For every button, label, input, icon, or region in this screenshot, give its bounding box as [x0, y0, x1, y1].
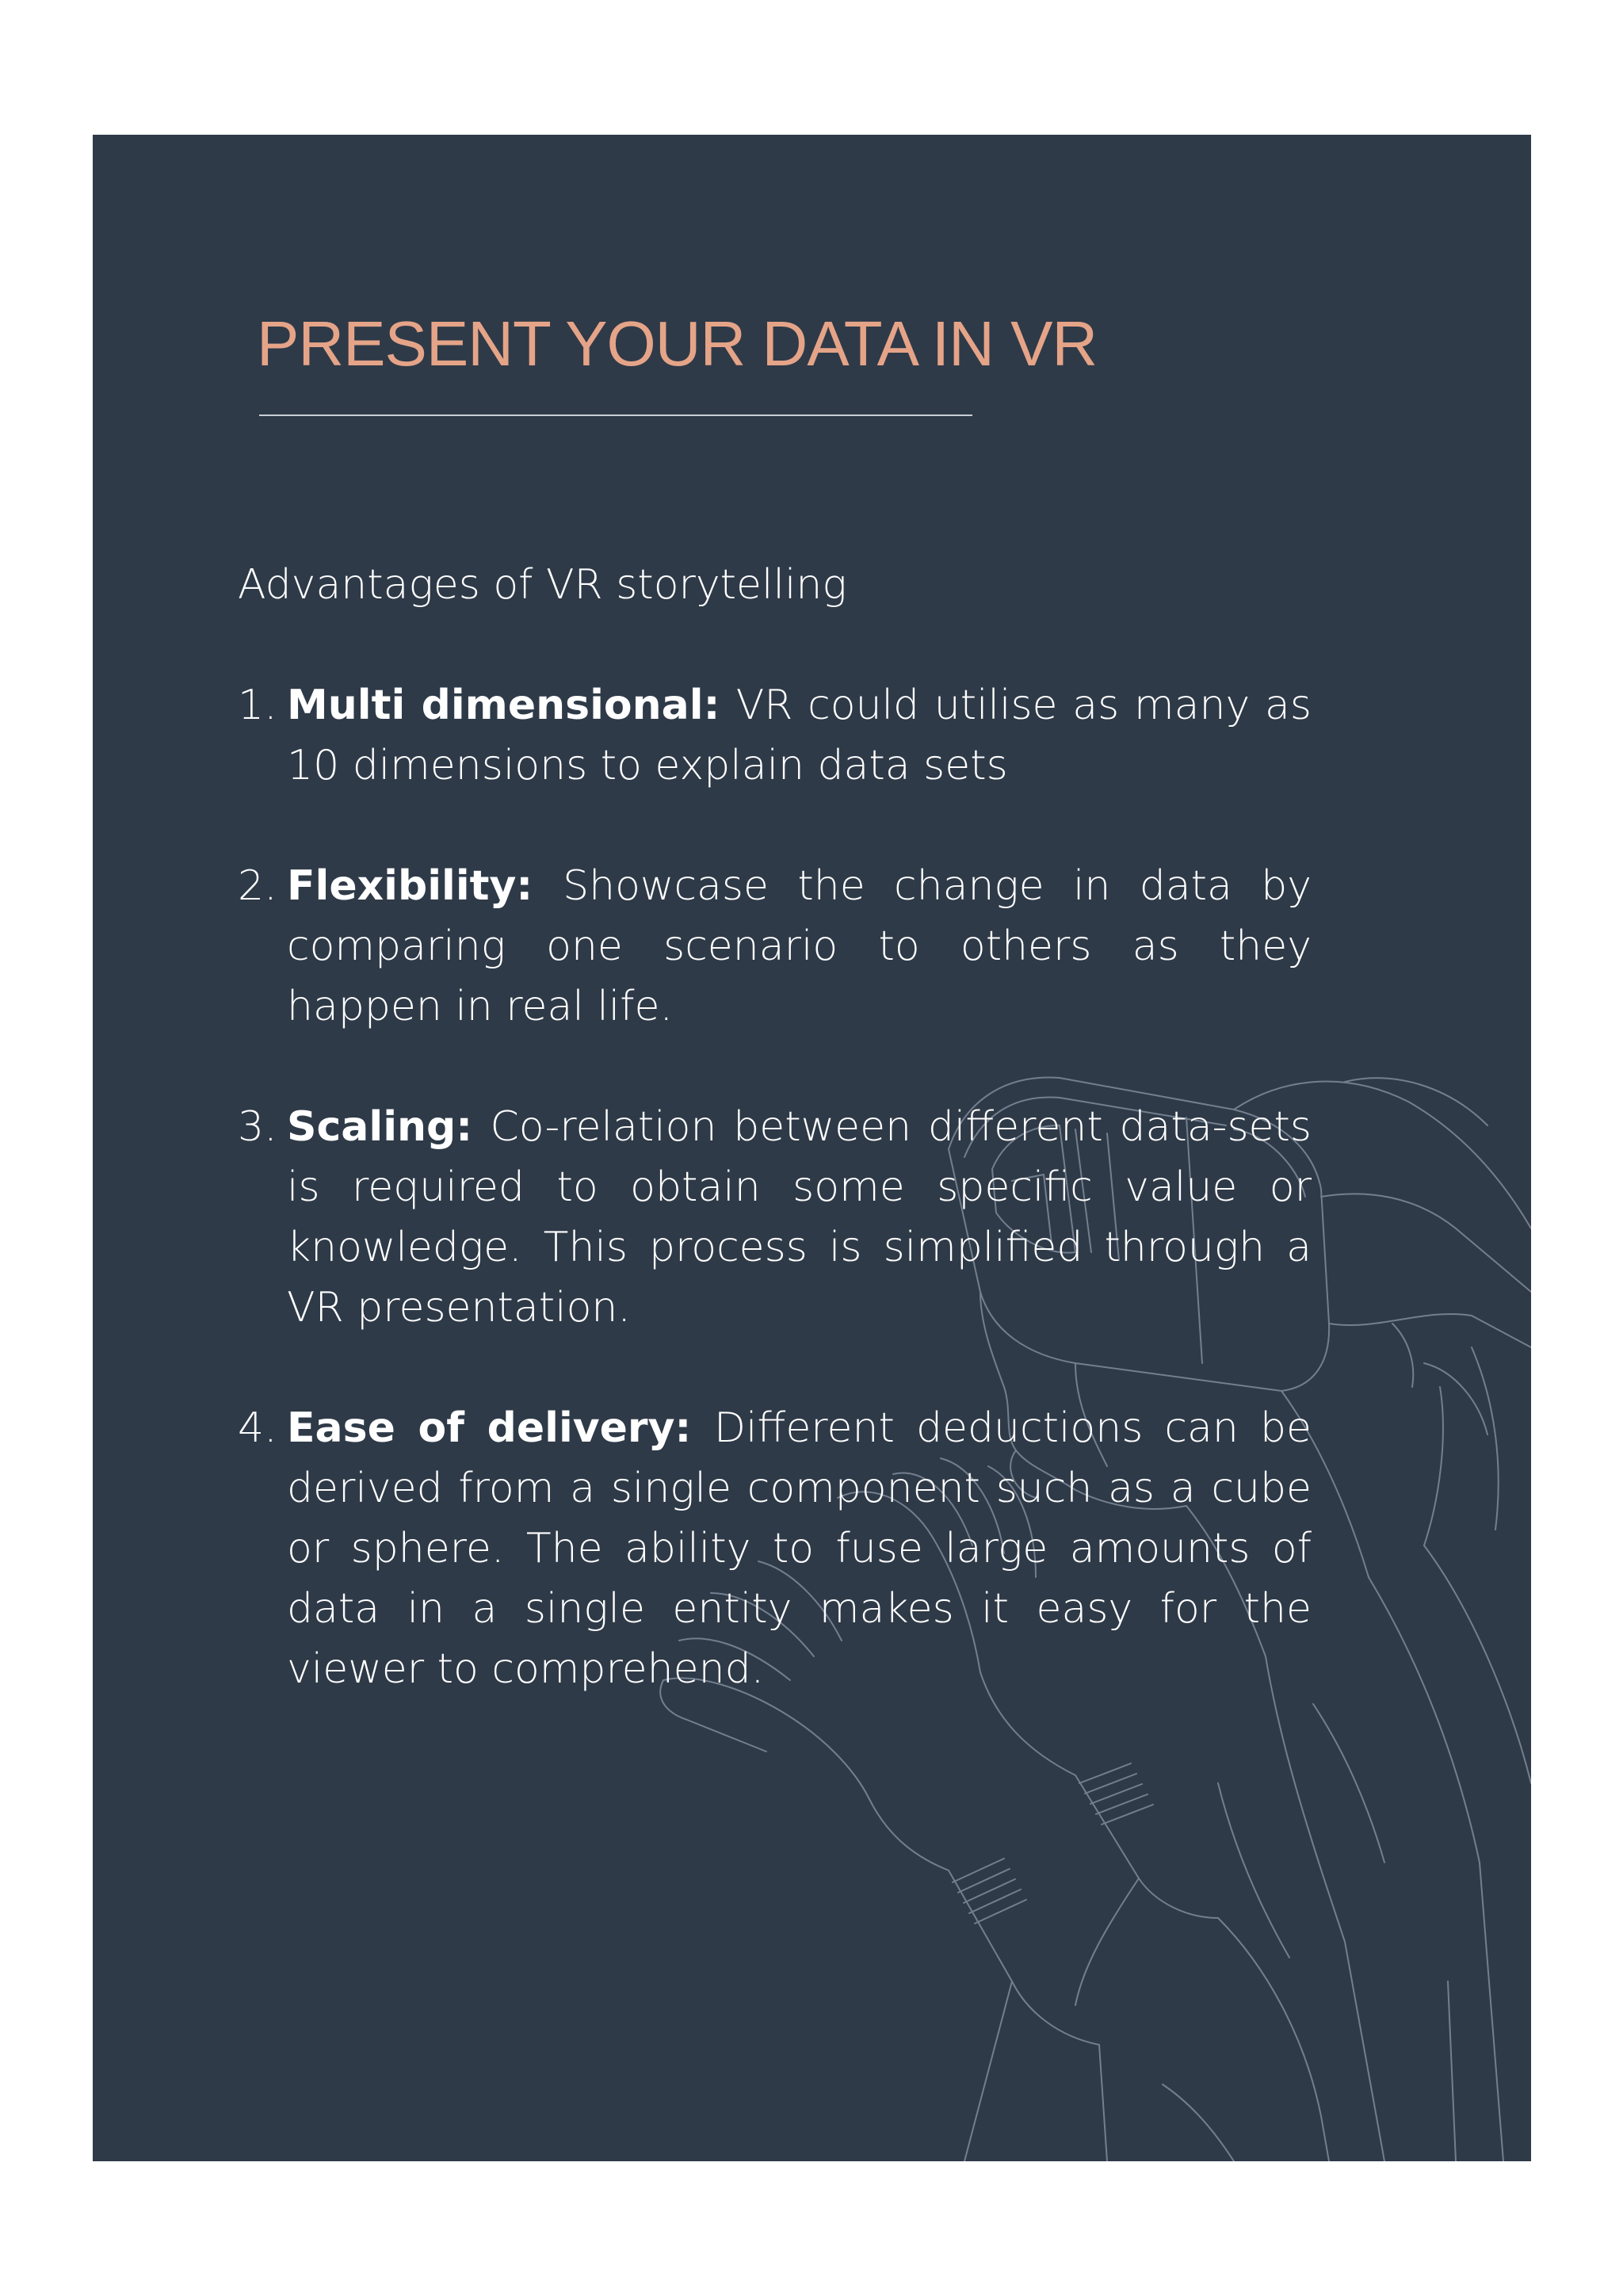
- item-term: Multi dimensional:: [287, 682, 736, 729]
- item-text: Different deductions can be derived from a single component such as a cube or sphere. The ability to fuse large amounts of data in a single entity makes it easy for the viewer to comprehend.: [287, 1404, 1312, 1693]
- item-number: 1.: [238, 682, 277, 729]
- item-text: Showcase the change in data by comparing one scenario to others as they happen in real life.: [287, 862, 1312, 1030]
- intro-text: Advantages of VR storytelling: [238, 561, 847, 609]
- item-number: 4.: [238, 1404, 277, 1452]
- item-term: Flexibility:: [287, 862, 563, 910]
- item-number: 3.: [238, 1103, 277, 1151]
- list-item: [238, 856, 1312, 1037]
- item-term: Ease of delivery:: [287, 1404, 714, 1452]
- content-panel: [93, 135, 1531, 2161]
- title-divider: [259, 415, 972, 416]
- content-body: [238, 555, 1312, 1759]
- item-text: Co-relation between different data-sets is required to obtain some specific value or knowledge. This process is simplified through a VR presentation.: [287, 1103, 1312, 1331]
- item-number: 2.: [238, 862, 277, 910]
- list-item: [238, 1097, 1312, 1338]
- item-term: Scaling:: [287, 1103, 491, 1151]
- item-text: VR could utilise as many as 10 dimensions to explain data sets: [287, 682, 1312, 789]
- list-item: [238, 675, 1312, 796]
- list-item: [238, 1398, 1312, 1699]
- advantages-list: [238, 675, 1312, 1699]
- page-title: PRESENT YOUR DATA IN VR: [257, 308, 1098, 379]
